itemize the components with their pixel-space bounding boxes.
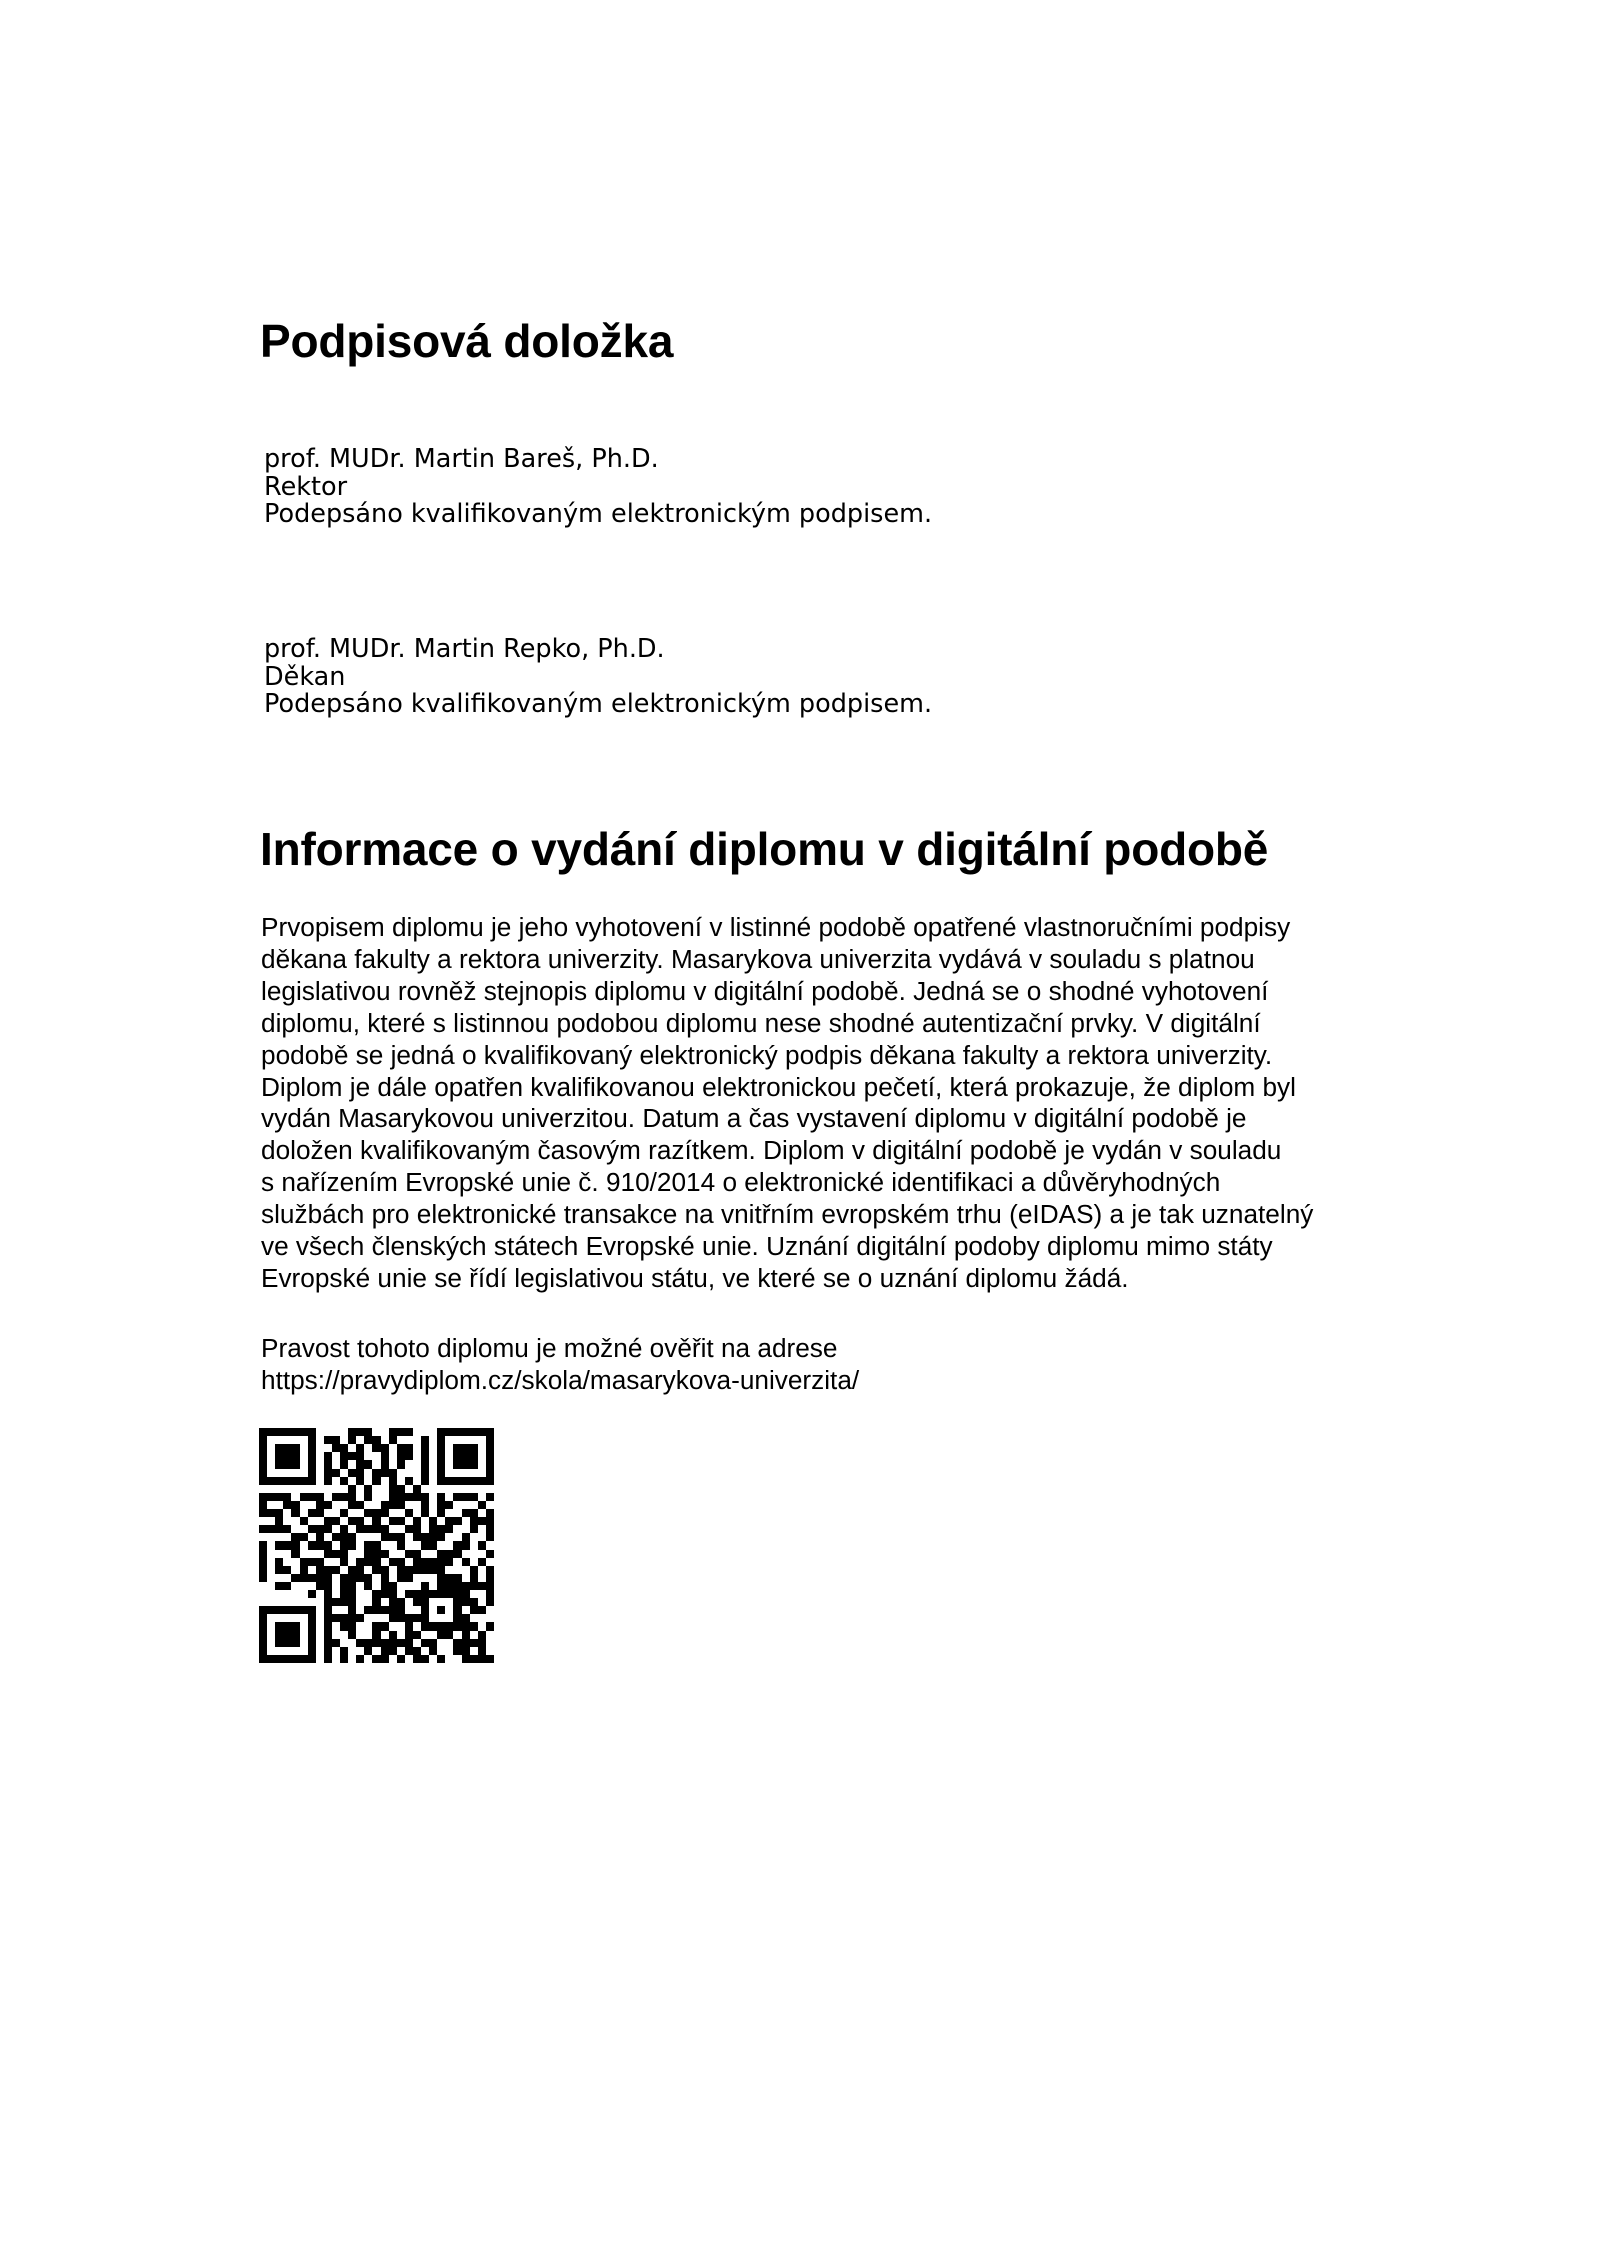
paragraph-line: službách pro elektronické transakce na vnitřním evropském trhu (eIDAS) a je tak uznatelný <box>261 1199 1314 1230</box>
verify-text: Pravost tohoto diplomu je možné ověřit na adrese <box>261 1333 838 1363</box>
qr-code-icon <box>259 1428 494 1663</box>
paragraph-line: diplomu, které s listinnou podobou diplomu nese shodné autentizační prvky. V digitální <box>261 1007 1261 1038</box>
signatory-rector <box>264 446 932 529</box>
paragraph-line: děkana fakulty a rektora univerzity. Masarykova univerzita vydává v souladu s platnou <box>261 943 1255 974</box>
paragraph-line: vydán Masarykovou univerzitou. Datum a čas vystavení diplomu v digitální podobě je <box>261 1103 1247 1134</box>
signature-section-title: Podpisová doložka <box>260 315 674 367</box>
signatory-name: prof. MUDr. Martin Bareš, Ph.D. <box>264 444 659 474</box>
verification-block <box>261 1333 859 1397</box>
signatory-name: prof. MUDr. Martin Repko, Ph.D. <box>264 634 665 664</box>
paragraph-line: s nařízením Evropské unie č. 910/2014 o elektronické identifikaci a důvěryhodných <box>261 1167 1221 1198</box>
paragraph-line: ve všech členských státech Evropské unie. Uznání digitální podoby diplomu mimo státy <box>261 1231 1273 1262</box>
signature-note: Podepsáno kvalifikovaným elektronickým podpisem. <box>264 499 933 529</box>
info-paragraph <box>261 912 1351 1295</box>
signature-note: Podepsáno kvalifikovaným elektronickým podpisem. <box>264 689 933 719</box>
info-section-title: Informace o vydání diplomu v digitální podobě <box>260 823 1269 875</box>
paragraph-line: Diplom je dále opatřen kvalifikovanou elektronickou pečetí, která prokazuje, že diplom byl <box>261 1071 1296 1102</box>
signatory-role: Rektor <box>264 471 348 502</box>
signatory-role: Děkan <box>264 661 346 692</box>
paragraph-line: doložen kvalifikovaným časovým razítkem. Diplom v digitální podobě je vydán v souladu <box>261 1135 1282 1166</box>
paragraph-line: Prvopisem diplomu je jeho vyhotovení v listinné podobě opatřené vlastnoručními podpisy <box>261 912 1291 942</box>
verify-url[interactable]: https://pravydiplom.cz/skola/masarykova-univerzita/ <box>261 1364 860 1395</box>
paragraph-line: legislativou rovněž stejnopis diplomu v digitální podobě. Jedná se o shodné vyhotovení <box>261 975 1269 1006</box>
paragraph-line: podobě se jedná o kvalifikovaný elektronický podpis děkana fakulty a rektora univerzity. <box>261 1039 1273 1070</box>
paragraph-line: Evropské unie se řídí legislativou státu, ve které se o uznání diplomu žádá. <box>261 1262 1129 1293</box>
signatory-dean <box>264 636 932 719</box>
